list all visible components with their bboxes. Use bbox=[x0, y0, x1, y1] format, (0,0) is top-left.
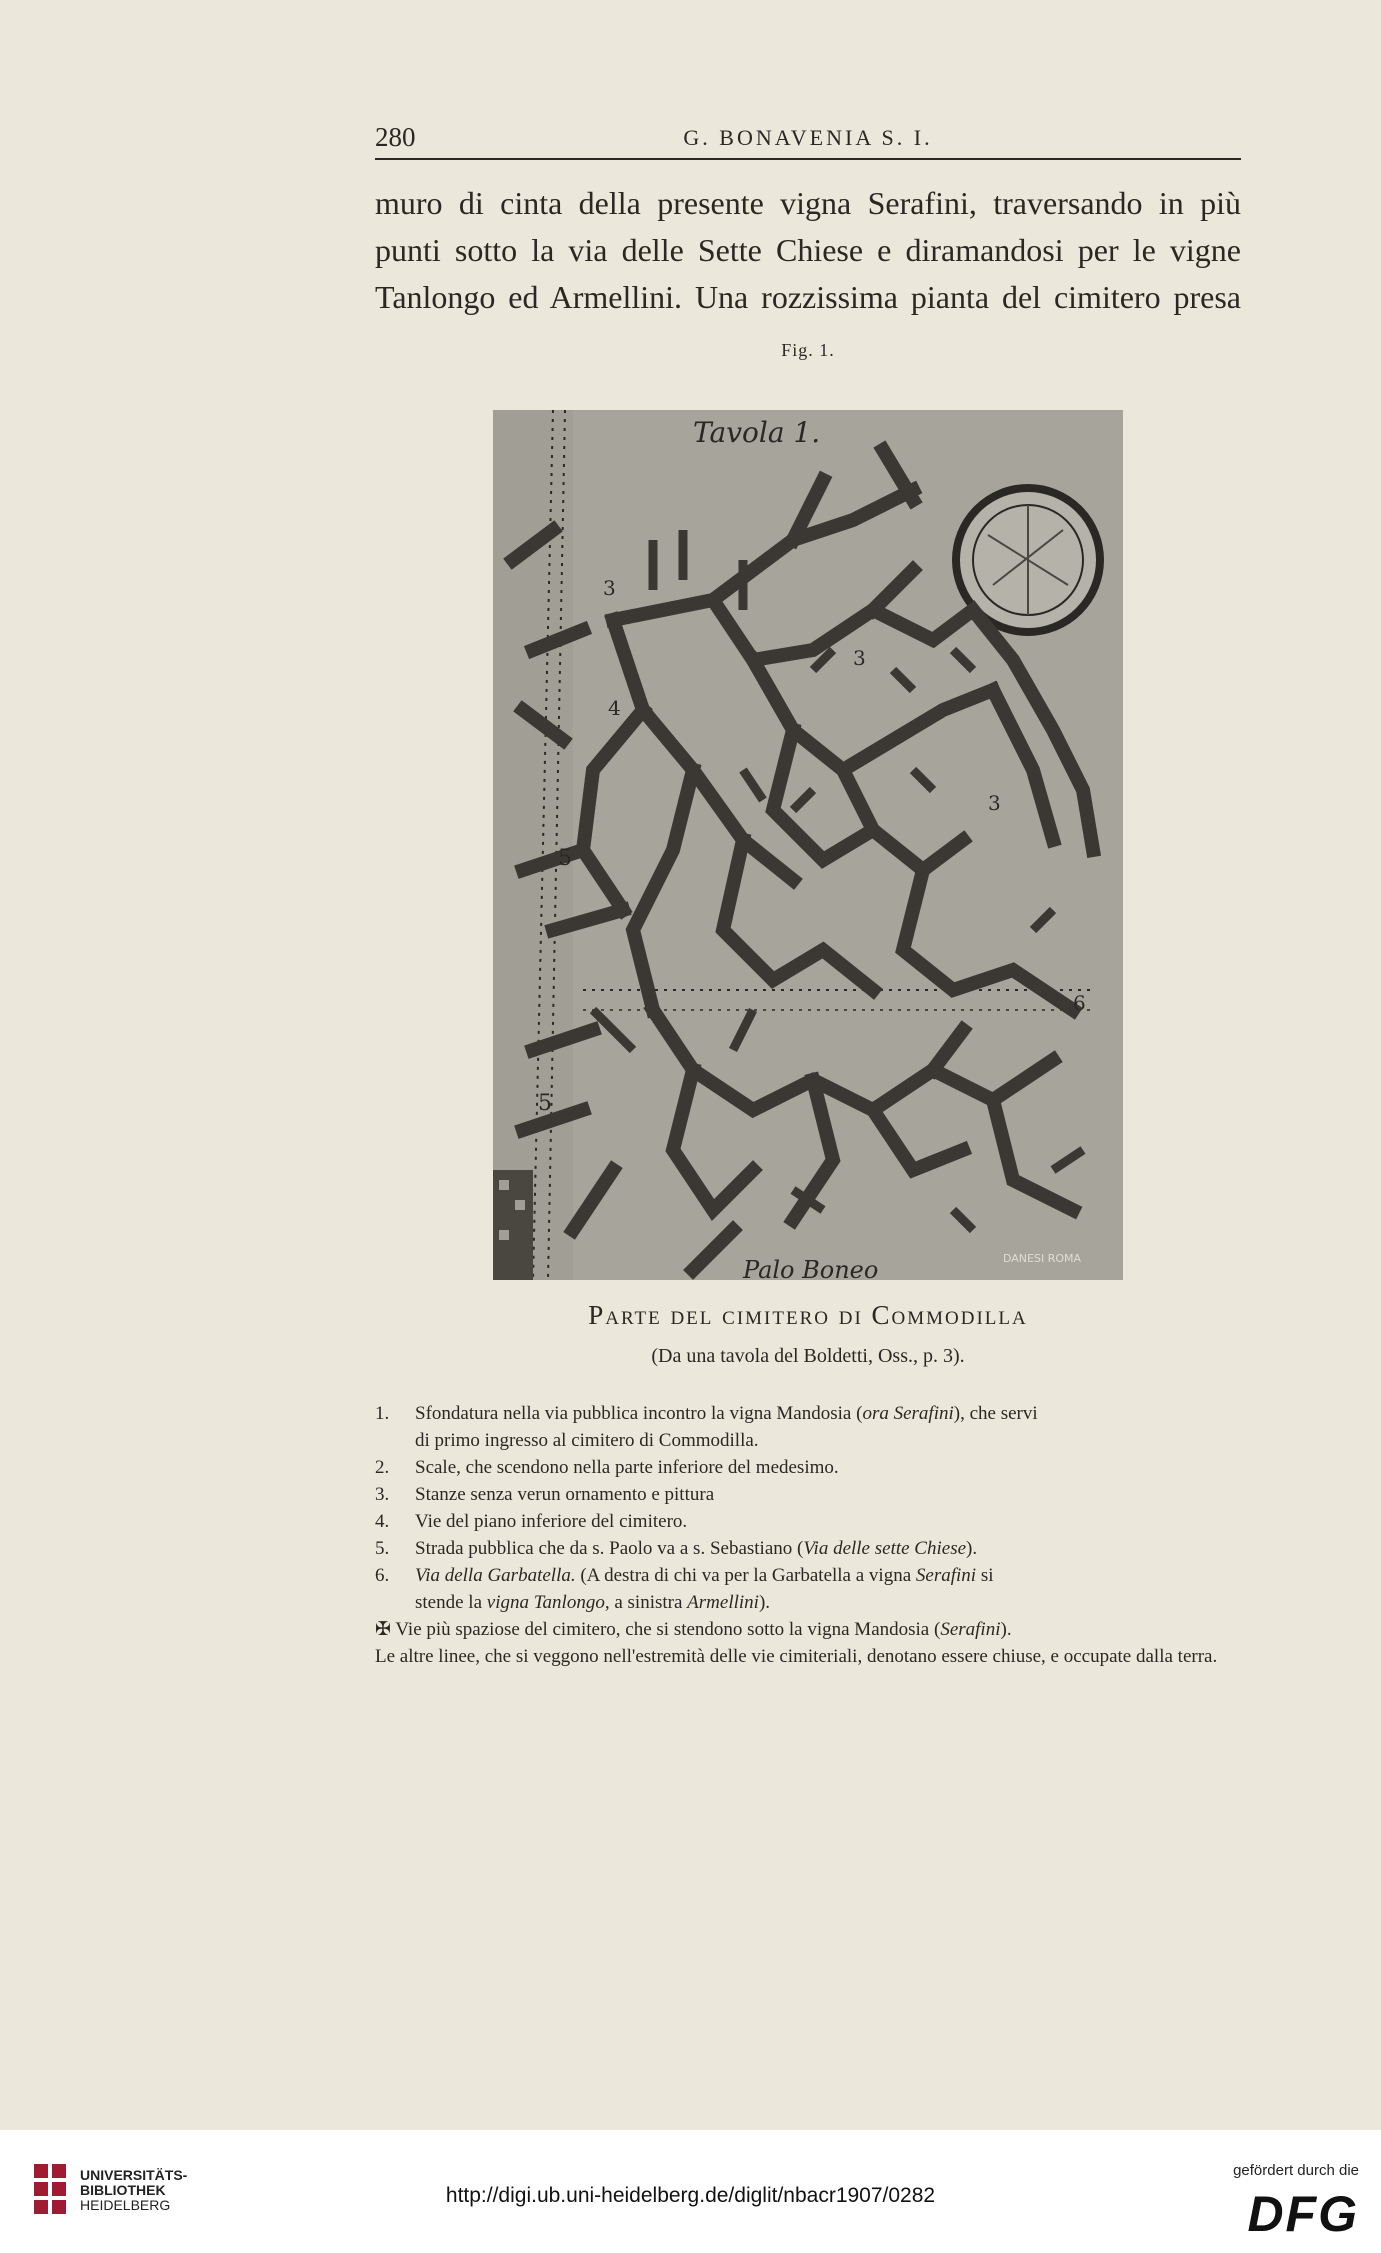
legend-text: Vie del piano inferiore del cimitero. bbox=[415, 1511, 688, 1532]
legend-italic: Via della Garbatella. bbox=[415, 1565, 576, 1586]
legend-text: ). bbox=[966, 1538, 978, 1559]
figure-caption-source: (Da una tavola del Boldetti, Oss., p. 3). bbox=[651, 1345, 965, 1367]
legend-item bbox=[375, 1562, 1241, 1589]
legend-number: 5. bbox=[375, 1538, 390, 1559]
running-title: G. BONAVENIA S. I. bbox=[683, 125, 933, 150]
catacomb-map-figure bbox=[493, 410, 1123, 1280]
dfg-logo: DFG bbox=[1247, 2186, 1359, 2242]
legend-item bbox=[375, 1535, 1241, 1562]
body-line: muro di cinta della presente vigna Serafini, traversando in più bbox=[375, 185, 1241, 221]
legend-text: ), che servi bbox=[953, 1403, 1038, 1424]
map-credit: DANESI ROMA bbox=[1003, 1252, 1082, 1265]
body-line: Tanlongo ed Armellini. Una rozzissima pianta del cimitero presa bbox=[375, 279, 1241, 315]
legend-item-continuation: di primo ingresso al cimitero di Commodilla. bbox=[415, 1430, 759, 1451]
map-bottom-text: Palo Boneo bbox=[743, 1256, 879, 1280]
legend-text: stende la bbox=[415, 1592, 487, 1613]
legend-number: 2. bbox=[375, 1457, 390, 1478]
legend-text: si bbox=[976, 1565, 994, 1586]
legend-number: 1. bbox=[375, 1403, 390, 1424]
legend-item bbox=[375, 1454, 1241, 1481]
legend-text: a sinistra bbox=[609, 1592, 688, 1613]
figure-caption-title: Parte del cimitero di Commodilla bbox=[588, 1300, 1028, 1330]
map-number: 4 bbox=[608, 696, 621, 720]
legend-item bbox=[375, 1616, 1241, 1643]
library-name-line: HEIDELBERG bbox=[80, 2197, 171, 2213]
legend-number: 6. bbox=[375, 1565, 390, 1586]
legend-note: Le altre linee, che si veggono nell'estremità delle vie cimiteriali, denotano essere chiuse, e occupate dalla terra. bbox=[375, 1646, 1218, 1667]
permalink-url[interactable]: http://digi.ub.uni-heidelberg.de/diglit/nbacr1907/0282 bbox=[445, 2184, 936, 2207]
body-paragraph bbox=[375, 180, 1241, 321]
library-name-line: BIBLIOTHEK bbox=[80, 2182, 166, 2198]
library-name-line: UNIVERSITÄTS- bbox=[80, 2167, 188, 2183]
map-number: 3 bbox=[988, 791, 1001, 815]
catacomb-map-drawing bbox=[493, 410, 1123, 1280]
running-head bbox=[375, 120, 1241, 160]
legend-text: (A destra di chi va per la Garbatella a vigna bbox=[575, 1565, 916, 1586]
legend-number: 4. bbox=[375, 1511, 390, 1532]
legend-italic: Armellini bbox=[687, 1592, 759, 1613]
map-number: 3 bbox=[603, 576, 616, 600]
map-number: 6 bbox=[1073, 991, 1086, 1015]
legend-number: 3. bbox=[375, 1484, 390, 1505]
legend-text: ). bbox=[1000, 1619, 1012, 1640]
legend-item bbox=[375, 1508, 1241, 1535]
map-inscription: Tavola 1. bbox=[693, 416, 821, 449]
legend-item bbox=[375, 1481, 1241, 1508]
footer-bar bbox=[0, 2130, 1381, 2253]
legend-italic: Serafini bbox=[940, 1619, 1001, 1640]
legend-italic: ora Serafini bbox=[862, 1403, 954, 1424]
map-number: 5 bbox=[558, 846, 572, 871]
map-number: 5 bbox=[538, 1091, 552, 1116]
page-number: 280 bbox=[375, 122, 416, 152]
legend-text: Strada pubblica che da s. Paolo va a s. Sebastiano ( bbox=[415, 1538, 804, 1559]
map-number: 3 bbox=[853, 646, 866, 670]
legend-text: Scale, che scendono nella parte inferiore del medesimo. bbox=[415, 1457, 839, 1478]
legend-text: Sfondatura nella via pubblica incontro la vigna Mandosia ( bbox=[415, 1403, 863, 1424]
legend-item bbox=[375, 1400, 1241, 1427]
legend-italic: Via delle sette Chiese bbox=[803, 1538, 967, 1559]
figure-legend bbox=[375, 1400, 1241, 1670]
legend-text: ). bbox=[758, 1592, 771, 1613]
legend-text: Stanze senza verun ornamento e pittura bbox=[415, 1484, 715, 1505]
funding-label: gefördert durch die bbox=[1233, 2162, 1359, 2179]
legend-italic: vigna Tanlongo, bbox=[486, 1592, 610, 1613]
cross-icon: ✠ bbox=[375, 1619, 391, 1640]
legend-text: Vie più spaziose del cimitero, che si stendono sotto la vigna Mandosia ( bbox=[390, 1619, 941, 1640]
legend-italic: Serafini bbox=[915, 1565, 977, 1586]
legend-item-continuation bbox=[375, 1589, 1241, 1616]
figure-label: Fig. 1. bbox=[781, 340, 835, 360]
body-line: punti sotto la via delle Sette Chiese e diramandosi per le vigne bbox=[375, 232, 1241, 268]
